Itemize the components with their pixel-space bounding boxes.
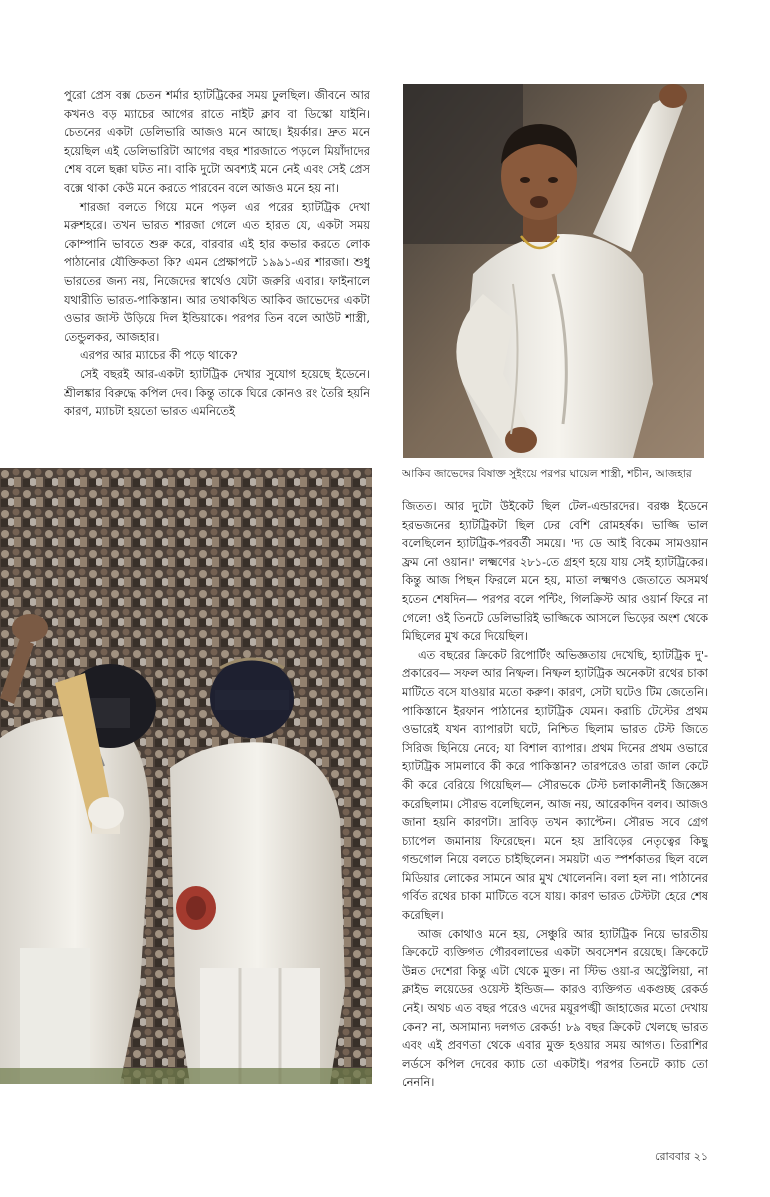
bowler-photo [403, 84, 704, 458]
batsmen-illustration [0, 468, 372, 1084]
paragraph: এরপর আর ম্যাচের কী পড়ে থাকে? [80, 348, 238, 363]
paragraph: শারজা বলতে গিয়ে মনে পড়ল এর পরের হ্যাটট্রিক দেখা মরুশহরে। তখন ভারত শারজা গেলে এত হারত যে, একটা সময় কোম্পানি ভাবতে শুরু করে, বারবার এই হার কভার করতে লোক পাঠানোর যৌক্তিকতা কি? এমন প্রেক্ষাপটে ১৯৯১-এর শারজা। শুধু ভারতের জন্য নয়, নিজেদের স্বার্থেও যেটা জরুরি এবার। ফাইনালে যথারীতি ভারত-পাকিস্তান। আর তথাকথিত আকিব জাভেদের একটা ওভার জাস্ট উড়িয়ে দিল ইন্ডিয়াকে। পরপর তিন বলে আউট শাস্ত্রী, তেন্ডুলকর, আজহার। [64, 199, 370, 344]
bowler-illustration [403, 84, 704, 458]
batsmen-photo [0, 468, 372, 1084]
paragraph: পুরো প্রেস বক্স চেতন শর্মার হ্যাটট্রিকের সময় ঢুলছিল। জীবনে আর কখনও বড় ম্যাচের আগের রাতে নাইট ক্লাব বা ডিস্কো যাইনি। চেতনের একটা ডেলিভারি আজও মনে আছে। ইয়র্কার। দ্রুত মনে হয়েছিল এই ডেলিভারিটা আগের বছর শারজাতে পড়লে মিয়াঁদাদের শেষ বলে ছক্কা ঘটত না। বাকি দুটো অবশ্যই মনে নেই এবং সেই প্রেস বক্সে থাকা কেউ মনে করতে পারবেন বলে আজও মনে হয় না। [64, 88, 370, 195]
article-column-bottom-right [402, 497, 708, 1107]
paragraph: এত বছরের ক্রিকেট রিপোর্টিং অভিজ্ঞতায় দেখেছি, হ্যাটট্রিক দু'-প্রকারেব— সফল আর নিষ্ফল। নিষ্ফল হ্যাটট্রিক অনেকটা রথের চাকা মাটিতে বসে যাওয়ার মতো করুণ। কারণ, সেটা ঘটেও টিম জেতেনি। পাকিস্তানে ইরফান পাঠানের হ্যাটট্রিক যেমন। করাচি টেস্টের প্রথম ওভারেই যখন ব্যাপারটা ঘটে, নিশ্চিত ছিলাম ভারত টেস্ট জিতে সিরিজ ছিনিয়ে নেবে; যা বিশাল ব্যাপার। প্রথম দিনের প্রথম ওভারে হ্যাটট্রিক সামলাবে কী করে পাকিস্তান? তারপরেও তারা জাল কেটে কী করে বেরিয়ে গিয়েছিল— সৌরভকে টেস্ট চলাকালীনই জিজ্ঞেস করেছিলাম। সৌরভ বলেছিলেন, আজ নয়, আরেকদিন বলব। আজও জানা হয়নি কারণটা। দ্রাবিড় তখন ক্যাপ্টেন। সৌরভ সবে গ্রেগ চ্যাপেল জমানায় ফিরেছেন। মনে হয় দ্রাবিড়ের নেতৃত্বের কিছু গন্ডগোল নিয়ে বলতে চাইছিলেন। সময়টা এত স্পর্শকাতর ছিল বলে মিডিয়ার লোকের সামনে আর মুখ খোলেননি। বলা হল না। পাঠানের গর্বিত রথের চাকা মাটিতে বসে যায়। কারণ ভারত টেস্টটা হেরে শেষ করেছিল। [402, 647, 708, 923]
photo-caption: আকিব জাভেদের বিষাক্ত সুইংয়ে পরপর ঘায়েল শাস্ত্রী, শচীন, আজহার [402, 468, 692, 480]
paragraph: আজ কোথাও মনে হয়, সেঞ্চুরি আর হ্যাটট্রিক নিয়ে ভারতীয় ক্রিকেটে ব্যক্তিগত গৌরবলাভের একটা অবসেশন রয়েছে। ক্রিকেটে উন্নত দেশেরা কিন্তু এটা থেকে মুক্ত। না স্টিভ ওয়া-র অস্ট্রেলিয়া, না ক্লাইভ লয়েডের ওয়েস্ট ইন্ডিজ— কারও ব্যক্তিগত একগুচ্ছ রেকর্ড নেই। অথচ এত বছর পরেও এদের ময়ূরপঙ্খী জাহাজের মতো দেখায় কেন? না, অসামান্য দলগত রেকর্ড! ৮৯ বছর ক্রিকেট খেলছে ভারত এবং এই প্রবণতা থেকে এবার মুক্ত হওয়ার সময় আগত। তিরাশির লর্ডসে কপিল দেবের ক্যাচ তো একটাই। পরপর তিনটে ক্যাচ তো নেননি। [402, 926, 708, 1090]
article-column-top-left [64, 86, 370, 458]
page-footer: রোববার ২১ [655, 1150, 708, 1163]
paragraph: জিতত। আর দুটো উইকেট ছিল টেল-এন্ডারদের। বরঞ্চ ইডেনে হরভজনের হ্যাটট্রিকটা ছিল ঢের বেশি রোমহর্ষক। ভাজ্জি ভাল বলেছিলেন হ্যাটট্রিক-পরবর্তী সময়ে। 'দ্য ডে আই বিকেম সামওয়ান ফ্রম নো ওয়ান।' লক্ষ্মণের ২৮১-তে গ্রহণ হয়ে যায় সেই হ্যাটট্রিকের। কিন্তু আজ পিছন ফিরলে মনে হয়, মাতা লক্ষ্মণও জেতাতে অসমর্থ হতেন শেষদিন— পরপর বলে পন্টিং, গিলক্রিস্ট আর ওয়ার্ন ফিরে না গেলে! ওই তিনটে ডেলিভারিই ভাজ্জিকে আসলে ভিড়ের অংশ থেকে মিছিলের মুখ করে দিয়েছিল। [402, 499, 708, 644]
paragraph: সেই বছরই আর-একটা হ্যাটট্রিক দেখার সুযোগ হয়েছে ইডেনে। শ্রীলঙ্কার বিরুদ্ধে কপিল দেব। কিন্তু তাকে ঘিরে কোনও রং তৈরি হয়নি কারণ, ম্যাচটা হয়তো ভারত এমনিতেই [64, 366, 370, 419]
